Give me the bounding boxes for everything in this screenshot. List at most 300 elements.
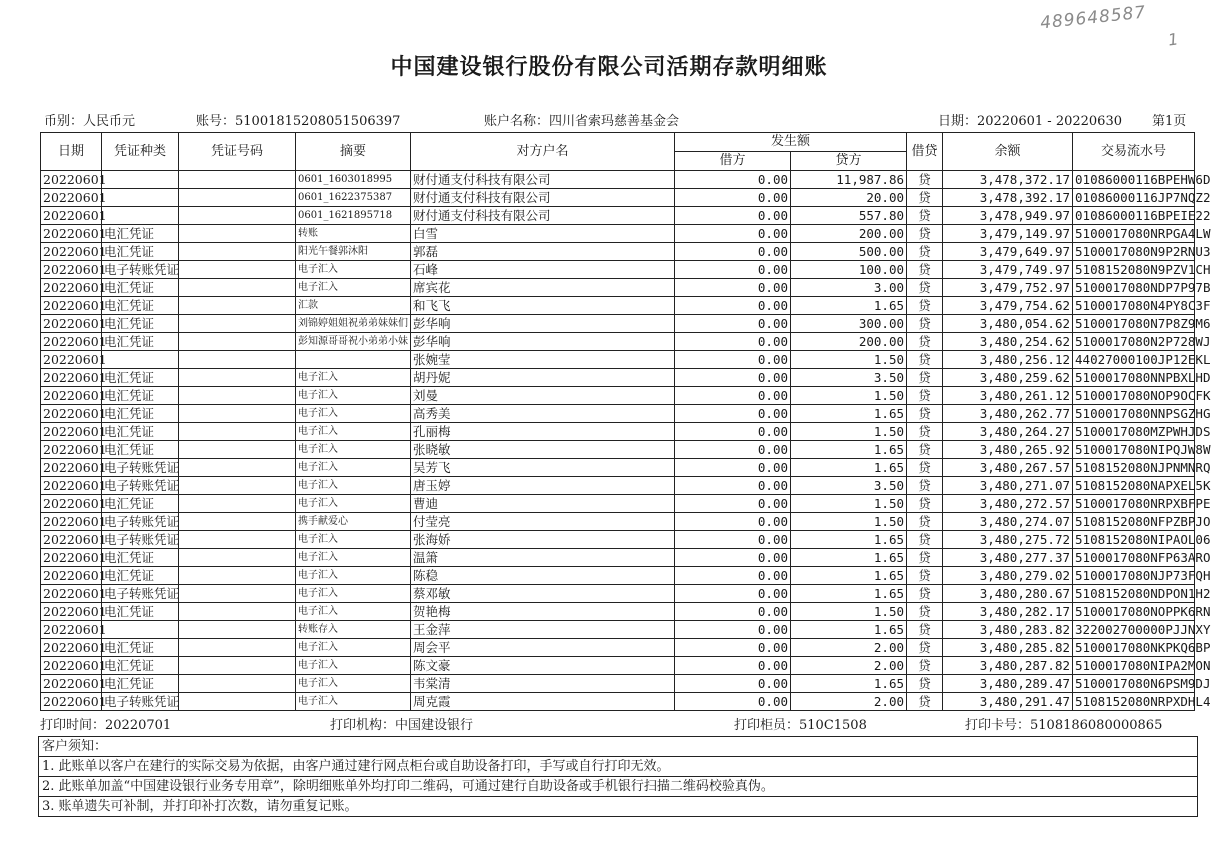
col-voucher-type: 凭证种类 <box>102 133 179 171</box>
page-title: 中国建设银行股份有限公司活期存款明细账 <box>390 55 828 80</box>
cell-balance: 3,480,262.77 <box>943 405 1073 423</box>
cell-serial: 5100017080NRPGA4LW <box>1073 225 1195 243</box>
cell-credit: 1.65 <box>791 675 907 693</box>
cell-voucher-type: 电汇凭证 <box>102 549 179 567</box>
cell-voucher-no <box>179 171 296 189</box>
cell-voucher-type: 电汇凭证 <box>102 495 179 513</box>
table-row <box>41 405 1195 423</box>
table-row <box>41 603 1195 621</box>
cell-balance: 3,478,372.17 <box>943 171 1073 189</box>
currency-label: 币别：人民币元 <box>44 114 136 129</box>
cell-serial: 5100017080N2P728WJ <box>1073 333 1195 351</box>
print-org: 打印机构：中国建设银行 <box>330 718 474 733</box>
cell-summary: 电子汇入 <box>296 585 411 603</box>
cell-credit: 3.50 <box>791 477 907 495</box>
cell-balance: 3,480,054.62 <box>943 315 1073 333</box>
cell-serial: 5100017080N7P8Z9M6 <box>1073 315 1195 333</box>
table-row <box>41 423 1195 441</box>
cell-debit: 0.00 <box>675 639 791 657</box>
cell-debit: 0.00 <box>675 513 791 531</box>
cell-summary: 电子汇入 <box>296 261 411 279</box>
date-range: 日期：20220601 - 20220630 <box>938 114 1122 129</box>
cell-voucher-type: 电汇凭证 <box>102 279 179 297</box>
cell-credit: 1.50 <box>791 495 907 513</box>
cell-dc: 贷 <box>907 333 943 351</box>
cell-serial: 5100017080NJP73FQH <box>1073 567 1195 585</box>
cell-dc: 贷 <box>907 171 943 189</box>
cell-debit: 0.00 <box>675 297 791 315</box>
cell-summary: 电子汇入 <box>296 675 411 693</box>
cell-balance: 3,480,259.62 <box>943 369 1073 387</box>
print-teller: 打印柜员：510C1508 <box>734 718 867 733</box>
cell-date: 20220601 <box>41 459 102 477</box>
table-row <box>41 639 1195 657</box>
cell-dc: 贷 <box>907 603 943 621</box>
cell-credit: 20.00 <box>791 189 907 207</box>
cell-credit: 1.50 <box>791 351 907 369</box>
cell-counterparty: 席宾花 <box>411 279 675 297</box>
cell-dc: 贷 <box>907 405 943 423</box>
cell-date: 20220601 <box>41 549 102 567</box>
cell-voucher-type: 电汇凭证 <box>102 639 179 657</box>
cell-credit: 3.00 <box>791 279 907 297</box>
cell-balance: 3,480,291.47 <box>943 693 1073 711</box>
cell-date: 20220601 <box>41 297 102 315</box>
cell-balance: 3,480,264.27 <box>943 423 1073 441</box>
cell-debit: 0.00 <box>675 189 791 207</box>
cell-voucher-no <box>179 585 296 603</box>
cell-voucher-no <box>179 621 296 639</box>
cell-voucher-type: 电汇凭证 <box>102 657 179 675</box>
cell-serial: 5108152080NRPXDHL4 <box>1073 693 1195 711</box>
customer-notes <box>38 736 1198 817</box>
cell-voucher-no <box>179 513 296 531</box>
cell-voucher-no <box>179 549 296 567</box>
table-row <box>41 369 1195 387</box>
table-row <box>41 351 1195 369</box>
cell-serial: 01086000116JP7NQZ2 <box>1073 189 1195 207</box>
cell-voucher-no <box>179 297 296 315</box>
table-row <box>41 441 1195 459</box>
cell-summary: 电子汇入 <box>296 495 411 513</box>
cell-dc: 贷 <box>907 189 943 207</box>
account-number: 账号：51001815208051506397 <box>196 114 401 129</box>
col-serial: 交易流水号 <box>1073 133 1195 171</box>
note-item: 2. 此账单加盖“中国建设银行业务专用章”，除明细账单外均打印二维码，可通过建行自助设备或手机银行扫描二维码校验真伪。 <box>39 777 1197 797</box>
cell-date: 20220601 <box>41 567 102 585</box>
cell-credit: 200.00 <box>791 225 907 243</box>
cell-balance: 3,480,272.57 <box>943 495 1073 513</box>
cell-dc: 贷 <box>907 423 943 441</box>
cell-voucher-type <box>102 351 179 369</box>
cell-serial: 5100017080NRPXBFPE <box>1073 495 1195 513</box>
cell-date: 20220601 <box>41 225 102 243</box>
cell-summary: 0601_1622375387 <box>296 189 411 207</box>
cell-summary: 转账 <box>296 225 411 243</box>
cell-dc: 贷 <box>907 225 943 243</box>
cell-balance: 3,480,274.07 <box>943 513 1073 531</box>
cell-debit: 0.00 <box>675 243 791 261</box>
table-row <box>41 333 1195 351</box>
table-row <box>41 531 1195 549</box>
cell-dc: 贷 <box>907 297 943 315</box>
cell-voucher-type: 电汇凭证 <box>102 441 179 459</box>
cell-summary: 电子汇入 <box>296 639 411 657</box>
cell-dc: 贷 <box>907 243 943 261</box>
cell-balance: 3,480,279.02 <box>943 567 1073 585</box>
cell-summary: 电子汇入 <box>296 693 411 711</box>
cell-serial: 5108152080NJPNMNRQ <box>1073 459 1195 477</box>
cell-voucher-type: 电汇凭证 <box>102 423 179 441</box>
cell-voucher-no <box>179 423 296 441</box>
col-amount: 发生额 <box>675 133 907 152</box>
cell-counterparty: 张晓敏 <box>411 441 675 459</box>
cell-summary: 电子汇入 <box>296 603 411 621</box>
cell-serial: 5100017080N4PY8C3F <box>1073 297 1195 315</box>
cell-voucher-no <box>179 315 296 333</box>
cell-voucher-no <box>179 189 296 207</box>
cell-debit: 0.00 <box>675 585 791 603</box>
cell-date: 20220601 <box>41 261 102 279</box>
cell-credit: 200.00 <box>791 333 907 351</box>
cell-summary: 电子汇入 <box>296 477 411 495</box>
cell-date: 20220601 <box>41 369 102 387</box>
cell-balance: 3,478,392.17 <box>943 189 1073 207</box>
cell-debit: 0.00 <box>675 549 791 567</box>
cell-balance: 3,480,254.62 <box>943 333 1073 351</box>
cell-debit: 0.00 <box>675 495 791 513</box>
cell-serial: 5100017080NIPQJW8W <box>1073 441 1195 459</box>
cell-counterparty: 财付通支付科技有限公司 <box>411 171 675 189</box>
cell-counterparty: 白雪 <box>411 225 675 243</box>
cell-summary: 电子汇入 <box>296 387 411 405</box>
note-item: 1. 此账单以客户在建行的实际交易为依据，由客户通过建行网点柜台或自助设备打印，手写或自行打印无效。 <box>39 757 1197 777</box>
cell-serial: 5100017080NOP9OCFK <box>1073 387 1195 405</box>
cell-balance: 3,480,267.57 <box>943 459 1073 477</box>
cell-balance: 3,479,749.97 <box>943 261 1073 279</box>
cell-summary: 彭知源哥哥祝小弟弟小妹 <box>296 333 411 351</box>
cell-balance: 3,480,265.92 <box>943 441 1073 459</box>
col-date: 日期 <box>41 133 102 171</box>
table-row <box>41 567 1195 585</box>
cell-dc: 贷 <box>907 567 943 585</box>
cell-counterparty: 韦棠清 <box>411 675 675 693</box>
cell-counterparty: 陈稳 <box>411 567 675 585</box>
table-row <box>41 297 1195 315</box>
cell-date: 20220601 <box>41 243 102 261</box>
cell-counterparty: 石峰 <box>411 261 675 279</box>
table-row <box>41 675 1195 693</box>
cell-summary: 刘锦婷姐姐祝弟弟妹妹们 <box>296 315 411 333</box>
cell-voucher-type <box>102 171 179 189</box>
cell-balance: 3,480,256.12 <box>943 351 1073 369</box>
cell-debit: 0.00 <box>675 459 791 477</box>
cell-debit: 0.00 <box>675 171 791 189</box>
cell-voucher-no <box>179 387 296 405</box>
table-row <box>41 657 1195 675</box>
cell-counterparty: 贺艳梅 <box>411 603 675 621</box>
cell-voucher-no <box>179 639 296 657</box>
cell-voucher-no <box>179 531 296 549</box>
cell-dc: 贷 <box>907 513 943 531</box>
cell-date: 20220601 <box>41 405 102 423</box>
cell-counterparty: 张婉莹 <box>411 351 675 369</box>
cell-counterparty: 蔡邓敏 <box>411 585 675 603</box>
cell-counterparty: 张海娇 <box>411 531 675 549</box>
cell-credit: 1.50 <box>791 513 907 531</box>
cell-dc: 贷 <box>907 621 943 639</box>
table-row <box>41 189 1195 207</box>
cell-summary: 0601_1603018995 <box>296 171 411 189</box>
cell-voucher-no <box>179 279 296 297</box>
cell-dc: 贷 <box>907 369 943 387</box>
cell-counterparty: 彭华响 <box>411 315 675 333</box>
cell-voucher-no <box>179 657 296 675</box>
cell-balance: 3,480,271.07 <box>943 477 1073 495</box>
cell-date: 20220601 <box>41 495 102 513</box>
table-row <box>41 513 1195 531</box>
table-row <box>41 243 1195 261</box>
cell-serial: 5100017080N6PSM9DJ <box>1073 675 1195 693</box>
cell-dc: 贷 <box>907 477 943 495</box>
cell-serial: 5100017080NDP7P97B <box>1073 279 1195 297</box>
cell-dc: 贷 <box>907 207 943 225</box>
cell-debit: 0.00 <box>675 621 791 639</box>
cell-voucher-type <box>102 207 179 225</box>
cell-credit: 300.00 <box>791 315 907 333</box>
cell-dc: 贷 <box>907 585 943 603</box>
cell-summary: 阳光午餐郭沐阳 <box>296 243 411 261</box>
cell-counterparty: 财付通支付科技有限公司 <box>411 189 675 207</box>
cell-counterparty: 孔丽梅 <box>411 423 675 441</box>
col-counterparty: 对方户名 <box>411 133 675 171</box>
cell-voucher-type: 电汇凭证 <box>102 225 179 243</box>
cell-credit: 1.65 <box>791 531 907 549</box>
cell-serial: 5100017080NKPKQ6BP <box>1073 639 1195 657</box>
cell-serial: 5100017080NOPPK6RN <box>1073 603 1195 621</box>
cell-balance: 3,480,282.17 <box>943 603 1073 621</box>
table-row <box>41 279 1195 297</box>
cell-serial: 5100017080NNPBXLHD <box>1073 369 1195 387</box>
cell-date: 20220601 <box>41 315 102 333</box>
cell-voucher-no <box>179 207 296 225</box>
cell-voucher-type: 电汇凭证 <box>102 243 179 261</box>
cell-credit: 1.65 <box>791 567 907 585</box>
cell-debit: 0.00 <box>675 441 791 459</box>
cell-voucher-no <box>179 351 296 369</box>
table-row <box>41 387 1195 405</box>
cell-counterparty: 陈文豪 <box>411 657 675 675</box>
cell-balance: 3,480,280.67 <box>943 585 1073 603</box>
cell-voucher-type: 电子转账凭证 <box>102 693 179 711</box>
handwritten-mark: 1 <box>1166 29 1180 50</box>
cell-counterparty: 吴芳飞 <box>411 459 675 477</box>
cell-debit: 0.00 <box>675 207 791 225</box>
cell-voucher-type: 电子转账凭证 <box>102 459 179 477</box>
table-row <box>41 225 1195 243</box>
cell-summary: 0601_1621895718 <box>296 207 411 225</box>
col-summary: 摘要 <box>296 133 411 171</box>
cell-dc: 贷 <box>907 675 943 693</box>
cell-voucher-type: 电汇凭证 <box>102 405 179 423</box>
cell-counterparty: 付莹亮 <box>411 513 675 531</box>
cell-voucher-type: 电汇凭证 <box>102 675 179 693</box>
cell-voucher-type: 电子转账凭证 <box>102 585 179 603</box>
cell-serial: 322002700000PJJNXY <box>1073 621 1195 639</box>
cell-voucher-type: 电汇凭证 <box>102 333 179 351</box>
cell-debit: 0.00 <box>675 225 791 243</box>
cell-credit: 500.00 <box>791 243 907 261</box>
cell-balance: 3,478,949.97 <box>943 207 1073 225</box>
cell-serial: 5100017080N9P2RNU3 <box>1073 243 1195 261</box>
cell-dc: 贷 <box>907 351 943 369</box>
cell-voucher-no <box>179 459 296 477</box>
cell-voucher-no <box>179 675 296 693</box>
col-voucher-no: 凭证号码 <box>179 133 296 171</box>
cell-counterparty: 温箫 <box>411 549 675 567</box>
table-row <box>41 459 1195 477</box>
table-row <box>41 207 1195 225</box>
cell-voucher-no <box>179 261 296 279</box>
cell-date: 20220601 <box>41 621 102 639</box>
cell-date: 20220601 <box>41 441 102 459</box>
cell-voucher-no <box>179 405 296 423</box>
cell-dc: 贷 <box>907 459 943 477</box>
cell-credit: 2.00 <box>791 657 907 675</box>
cell-date: 20220601 <box>41 531 102 549</box>
cell-credit: 2.00 <box>791 639 907 657</box>
cell-credit: 2.00 <box>791 693 907 711</box>
cell-debit: 0.00 <box>675 657 791 675</box>
cell-date: 20220601 <box>41 171 102 189</box>
cell-credit: 1.65 <box>791 459 907 477</box>
cell-date: 20220601 <box>41 657 102 675</box>
table-row <box>41 477 1195 495</box>
cell-summary: 转账存入 <box>296 621 411 639</box>
cell-voucher-no <box>179 495 296 513</box>
cell-balance: 3,480,275.72 <box>943 531 1073 549</box>
cell-dc: 贷 <box>907 441 943 459</box>
cell-date: 20220601 <box>41 693 102 711</box>
cell-voucher-no <box>179 441 296 459</box>
cell-date: 20220601 <box>41 351 102 369</box>
ledger-table <box>40 132 1211 711</box>
cell-debit: 0.00 <box>675 333 791 351</box>
cell-credit: 1.50 <box>791 387 907 405</box>
print-card: 打印卡号：5108186080000865 <box>965 718 1163 733</box>
cell-summary: 电子汇入 <box>296 549 411 567</box>
cell-balance: 3,479,649.97 <box>943 243 1073 261</box>
header-row <box>41 133 1195 152</box>
cell-summary: 电子汇入 <box>296 423 411 441</box>
cell-summary: 电子汇入 <box>296 459 411 477</box>
cell-balance: 3,480,261.12 <box>943 387 1073 405</box>
cell-debit: 0.00 <box>675 369 791 387</box>
cell-debit: 0.00 <box>675 351 791 369</box>
cell-counterparty: 周会平 <box>411 639 675 657</box>
cell-date: 20220601 <box>41 639 102 657</box>
cell-credit: 100.00 <box>791 261 907 279</box>
cell-balance: 3,479,149.97 <box>943 225 1073 243</box>
cell-debit: 0.00 <box>675 405 791 423</box>
table-row <box>41 171 1195 189</box>
cell-credit: 1.65 <box>791 297 907 315</box>
cell-date: 20220601 <box>41 603 102 621</box>
cell-serial: 5108152080NFPZBPJO <box>1073 513 1195 531</box>
cell-serial: 01086000116BPEIE22 <box>1073 207 1195 225</box>
cell-voucher-no <box>179 243 296 261</box>
cell-counterparty: 财付通支付科技有限公司 <box>411 207 675 225</box>
cell-counterparty: 刘曼 <box>411 387 675 405</box>
cell-date: 20220601 <box>41 477 102 495</box>
cell-balance: 3,479,754.62 <box>943 297 1073 315</box>
cell-dc: 贷 <box>907 657 943 675</box>
cell-dc: 贷 <box>907 639 943 657</box>
cell-date: 20220601 <box>41 423 102 441</box>
notes-heading: 客户须知： <box>39 737 1197 757</box>
cell-voucher-type: 电汇凭证 <box>102 297 179 315</box>
cell-summary: 电子汇入 <box>296 405 411 423</box>
cell-dc: 贷 <box>907 531 943 549</box>
cell-dc: 贷 <box>907 693 943 711</box>
account-name: 账户名称：四川省索玛慈善基金会 <box>484 114 680 129</box>
cell-voucher-no <box>179 225 296 243</box>
cell-dc: 贷 <box>907 261 943 279</box>
cell-date: 20220601 <box>41 279 102 297</box>
cell-credit: 11,987.86 <box>791 171 907 189</box>
cell-summary: 汇款 <box>296 297 411 315</box>
cell-voucher-no <box>179 567 296 585</box>
cell-debit: 0.00 <box>675 279 791 297</box>
cell-summary <box>296 351 411 369</box>
cell-debit: 0.00 <box>675 693 791 711</box>
table-row <box>41 315 1195 333</box>
cell-debit: 0.00 <box>675 567 791 585</box>
cell-date: 20220601 <box>41 585 102 603</box>
cell-dc: 贷 <box>907 279 943 297</box>
cell-credit: 1.50 <box>791 603 907 621</box>
cell-balance: 3,480,277.37 <box>943 549 1073 567</box>
cell-serial: 5100017080MZPWHJDS <box>1073 423 1195 441</box>
cell-dc: 贷 <box>907 387 943 405</box>
cell-serial: 5108152080NAPXEL5K <box>1073 477 1195 495</box>
cell-credit: 3.50 <box>791 369 907 387</box>
cell-credit: 1.65 <box>791 585 907 603</box>
cell-credit: 1.65 <box>791 441 907 459</box>
cell-summary: 电子汇入 <box>296 531 411 549</box>
cell-balance: 3,480,289.47 <box>943 675 1073 693</box>
cell-dc: 贷 <box>907 495 943 513</box>
table-row <box>41 261 1195 279</box>
table-row <box>41 585 1195 603</box>
cell-serial: 5108152080NDPON1H2 <box>1073 585 1195 603</box>
cell-counterparty: 和飞飞 <box>411 297 675 315</box>
cell-credit: 1.65 <box>791 621 907 639</box>
cell-debit: 0.00 <box>675 531 791 549</box>
cell-debit: 0.00 <box>675 423 791 441</box>
cell-counterparty: 彭华响 <box>411 333 675 351</box>
print-time: 打印时间：20220701 <box>40 718 172 733</box>
cell-serial: 01086000116BPEHW6D <box>1073 171 1195 189</box>
cell-summary: 电子汇入 <box>296 567 411 585</box>
cell-summary: 电子汇入 <box>296 369 411 387</box>
cell-credit: 1.65 <box>791 405 907 423</box>
cell-date: 20220601 <box>41 333 102 351</box>
cell-voucher-no <box>179 369 296 387</box>
cell-counterparty: 胡丹妮 <box>411 369 675 387</box>
cell-credit: 1.65 <box>791 549 907 567</box>
cell-date: 20220601 <box>41 513 102 531</box>
